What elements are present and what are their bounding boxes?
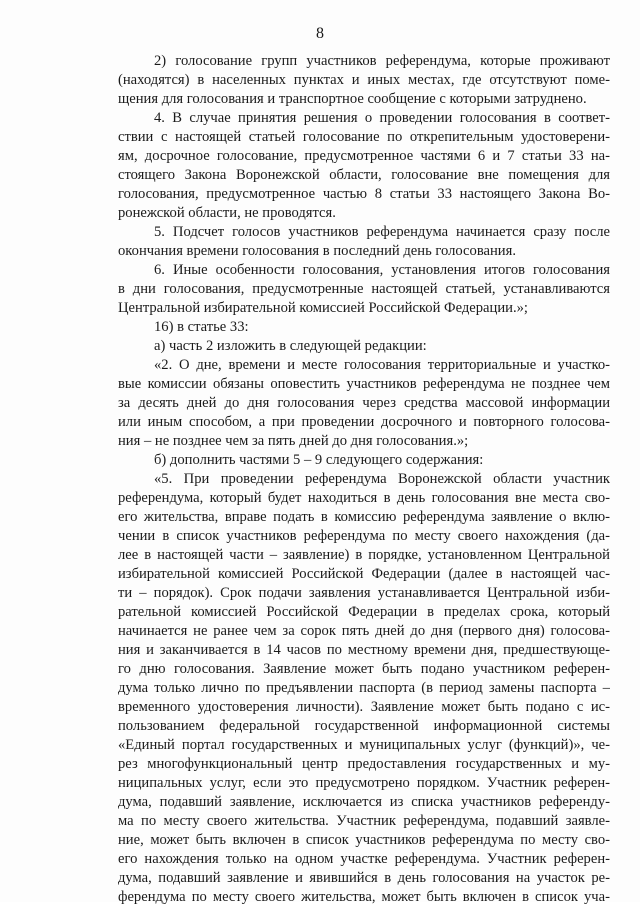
text-line: дума только лично по предъявлении паспорта (в период замены паспорта – xyxy=(118,680,610,696)
text-line: 5. Подсчет голосов участников референдума начинается сразу после xyxy=(154,224,610,240)
page-number: 8 xyxy=(316,25,324,42)
text-line: ма по месту своего жительства. Участник референдума, подавший заявле- xyxy=(118,813,610,829)
text-line: ям, досрочное голосование, предусмотренное частями 6 и 7 статьи 33 на- xyxy=(118,148,610,164)
text-line: в дни голосования, предусмотренные настоящей статьей, устанавливаются xyxy=(118,281,610,297)
text-line: 2) голосование групп участников референдума, которые проживают xyxy=(154,53,610,69)
text-line: или иным способом, а при проведении досрочного и повторного голосова- xyxy=(118,414,610,430)
text-line: щения для голосования и транспортное сообщение с которыми затруднено. xyxy=(118,91,587,107)
text-line: ниципальных услуг, если это предусмотрено порядком. Участник референ- xyxy=(118,775,610,791)
text-line: ния – не позднее чем за пять дней до дня голосования.»; xyxy=(118,433,469,449)
text-line: референдума, который будет находиться в день голосования вне места сво- xyxy=(118,490,610,506)
text-line: 6. Иные особенности голосования, установления итогов голосования xyxy=(154,262,610,278)
text-line: «5. При проведении референдума Воронежской области участник xyxy=(154,471,610,487)
text-line: Центральной избирательной комиссией Российской Федерации.»; xyxy=(118,300,528,316)
text-line: го дню голосования. Заявление может быть подано участником референ- xyxy=(118,661,610,677)
text-line: 16) в статье 33: xyxy=(154,319,249,335)
text-line: избирательной комиссией Российской Федерации (далее в настоящей час- xyxy=(118,566,610,582)
text-line: (находятся) в населенных пунктах и иных местах, где отсутствуют поме- xyxy=(118,72,610,88)
text-line: лее в настоящей части – заявление) в порядке, установленном Центральной xyxy=(118,547,610,563)
text-line: ронежской области, не проводятся. xyxy=(118,205,336,221)
text-line: ствии с настоящей статьей голосование по открепительным удостоверени- xyxy=(118,129,610,145)
text-line: ние, может быть включен в список участников референдума по месту сво- xyxy=(118,832,610,848)
text-line: его жительства, вправе подать в комиссию референдума заявление о вклю- xyxy=(118,509,610,525)
text-line: пользованием федеральной государственной информационной системы xyxy=(118,718,610,734)
text-line: стоящего Закона Воронежской области, голосование вне помещения для xyxy=(118,167,610,183)
text-line: ти – порядок). Срок подачи заявления устанавливается Центральной изби- xyxy=(118,585,610,601)
text-line: 4. В случае принятия решения о проведении голосования в соответ- xyxy=(154,110,610,126)
text-line: вые комиссии обязаны оповестить участников референдума не позднее чем xyxy=(118,376,610,392)
text-line: «Единый портал государственных и муниципальных услуг (функций)», че- xyxy=(118,737,610,753)
text-line: рез многофункциональный центр предоставления государственных и му- xyxy=(118,756,610,772)
text-line: окончания времени голосования в последний день голосования. xyxy=(118,243,516,259)
text-line: дума, подавший заявление, исключается из списка участников референду- xyxy=(118,794,610,810)
text-line: голосования, предусмотренное частью 8 статьи 33 настоящего Закона Во- xyxy=(118,186,610,202)
document-body xyxy=(118,52,610,907)
text-line: временного удостоверения личности). Заявление может быть подано с ис- xyxy=(118,699,610,715)
text-line: начинается не ранее чем за сорок пять дней до дня (первого дня) голосова- xyxy=(118,623,610,639)
text-line: б) дополнить частями 5 – 9 следующего содержания: xyxy=(154,452,484,468)
text-line: а) часть 2 изложить в следующей редакции: xyxy=(154,338,427,354)
text-line: его нахождения только на одном участке референдума. Участник референ- xyxy=(118,851,610,867)
text-line: рательной комиссией Российской Федерации в пределах срока, который xyxy=(118,604,610,620)
text-line: ферендума по месту своего жительства, может быть включен в список уча- xyxy=(118,889,610,905)
text-line: чении в список участников референдума по месту своего нахождения (да- xyxy=(118,528,610,544)
text-line: дума, подавший заявление и явившийся в день голосования на участок ре- xyxy=(118,870,610,886)
text-line: «2. О дне, времени и месте голосования территориальные и участко- xyxy=(154,357,610,373)
text-line: за десять дней до дня голосования через средства массовой информации xyxy=(118,395,610,411)
text-line: ния и заканчивается в 14 часов по местному времени дня, предшествующе- xyxy=(118,642,610,658)
